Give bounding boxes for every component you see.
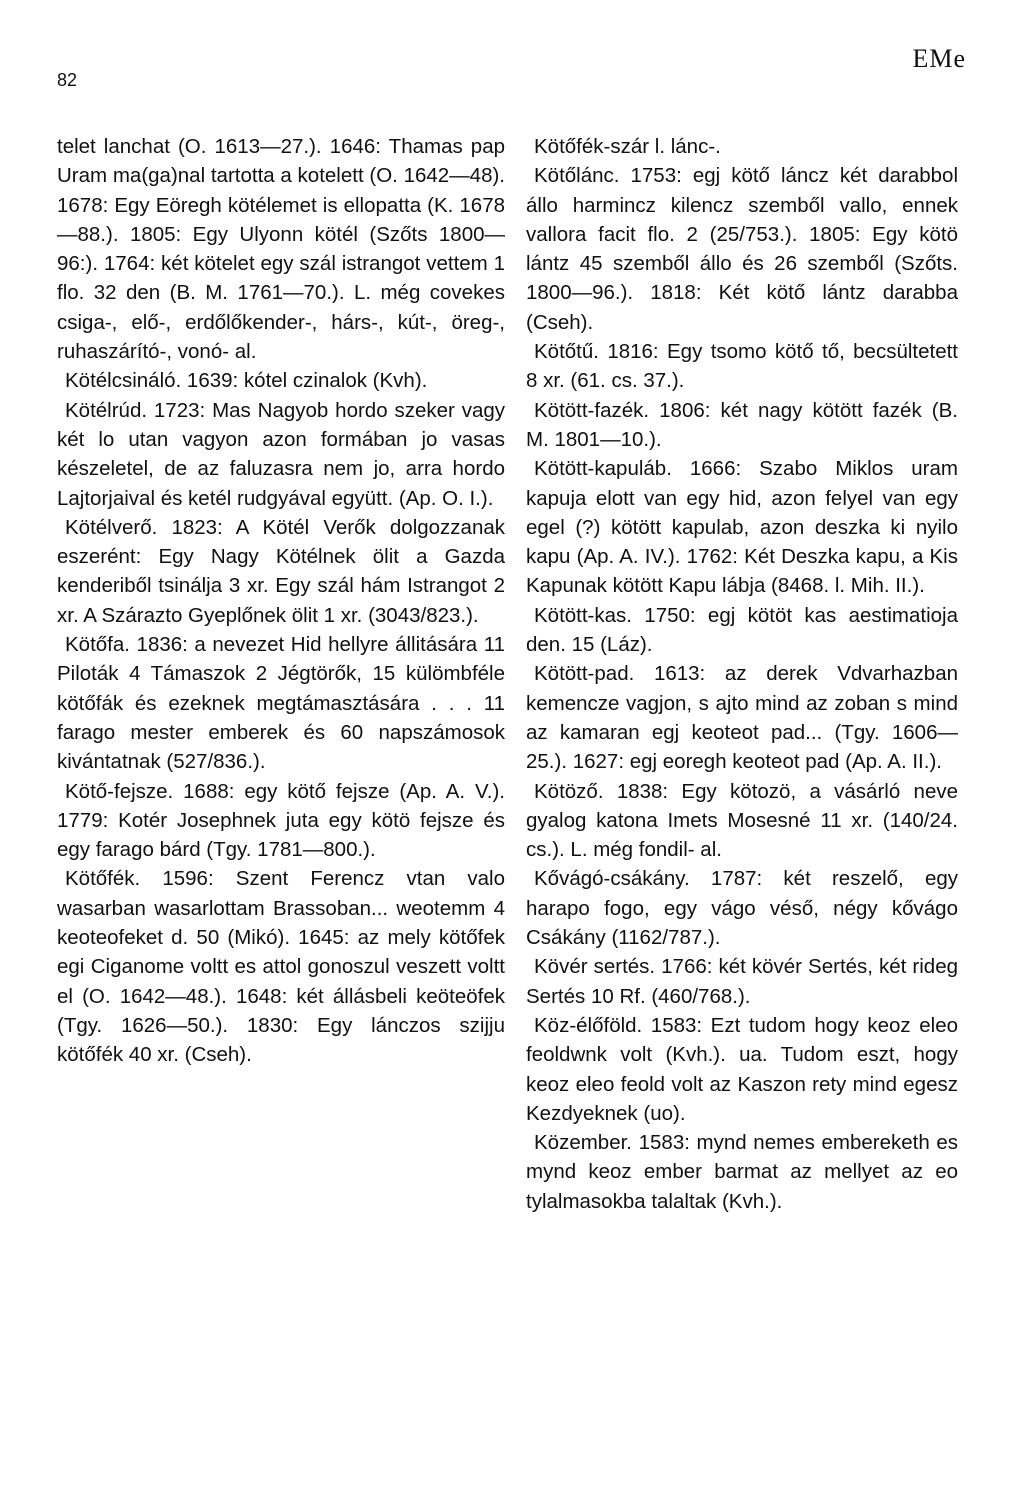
entry-paragraph: Kötött-kas. 1750: egj kötöt kas aestimatioja den. 15 (Láz). <box>526 603 958 657</box>
entry-paragraph: Kövér sertés. 1766: két kövér Sertés, két rideg Sertés 10 Rf. (460/768.). <box>526 955 958 1008</box>
page-number: 82 <box>57 70 78 90</box>
entry-paragraph: Kötőfa. 1836: a nevezet Hid hellyre állitására 11 Piloták 4 Támaszok 2 Jégtörők, 15 külömbféle kötőfák és ezeknek megtámasztására . . . 11 farago mester emberek és 60 napszámosok kivántatnak (527/836.). <box>57 633 505 774</box>
entry-paragraph: Kötött-pad. 1613: az derek Vdvarhazban kemencze vagjon, s ajto mind az zoban s mind az kamaran egj keoteot pad... (Tgy. 1606—25.). 1627: egj eoregh keoteot pad (Ap. A. II.). <box>526 662 958 774</box>
left-column <box>57 132 505 1070</box>
entry-paragraph: Kötőtű. 1816: Egy tsomo kötő tő, becsültetett 8 xr. (61. cs. 37.). <box>526 340 958 393</box>
entry-paragraph: Kötött-kapuláb. 1666: Szabo Miklos uram kapuja elott van egy hid, azon felyel van egy egel (?) kötött kapulab, azon deszka ki nyilo kapu (Ap. A. IV.). 1762: Két Deszka kapu, a Kis Kapunak kötött Kapu lábja (8468. l. Mih. II.). <box>526 457 958 598</box>
entry-paragraph: Kötélcsináló. 1639: kótel czinalok (Kvh). <box>65 369 428 393</box>
entry-paragraph: Kötő-fejsze. 1688: egy kötő fejsze (Ap. A. V.). 1779: Kotér Josephnek juta egy kötö fejsze és egy farago bárd (Tgy. 1781—800.). <box>57 779 505 862</box>
entry-paragraph: Közember. 1583: mynd nemes embereketh es mynd keoz ember barmat az mellyet az eo tylalmasokba talaltak (Kvh.). <box>526 1131 958 1213</box>
running-head: EMe <box>912 44 966 73</box>
entry-paragraph: Kötőlánc. 1753: egj kötő láncz két darabbol állo harmincz kilencz szemből vallo, ennek vallora facit flo. 2 (25/753.). 1805: Egy kötö lántz 45 szemből állo és 26 szemből (Szőts. 1800—96.). 1818: Két kötő lántz darabba (Cseh). <box>526 164 958 334</box>
entry-paragraph: Köz-élőföld. 1583: Ezt tudom hogy keoz eleo feoldwnk volt (Kvh.). ua. Tudom eszt, hogy keoz eleo feold volt az Kaszon rety mind egesz Kezdyeknek (uo). <box>526 1013 958 1125</box>
entry-paragraph: Kővágó-csákány. 1787: két reszelő, egy harapo fogo, egy vágo véső, négy kővágo Csákány (1162/787.). <box>526 867 958 950</box>
entry-paragraph: Kötőfék. 1596: Szent Ferencz vtan valo wasarban wasarlottam Brassoban... weotemm 4 keoteofeket d. 50 (Mikó). 1645: az mely kötőfek egi Ciganome voltt es attol gonoszul veszett voltt el (O. 1642—48.). 1648: két állásbeli keöteöfek (Tgy. 1626—50.). 1830: Egy lánczos szijju kötőfék 40 xr. (Cseh). <box>57 867 505 1067</box>
right-column <box>526 132 958 1216</box>
entry-paragraph: telet lanchat (O. 1613—27.). 1646: Thamas pap Uram ma(ga)nal tartotta a kotelett (O. 1642—48). 1678: Egy Eöregh kötélemet is ellopatta (K. 1678—88.). 1805: Egy Ulyonn kötél (Szőts 1800—96:). 1764: két kötelet egy szál istrangot vettem 1 flo. 32 den (B. M. 1761—70.). L. még covekes csiga-, elő-, erdőlőkender-, hárs-, kút-, öreg-, ruhaszárító-, vonó- al. <box>57 135 505 364</box>
entry-paragraph: Kötőfék-szár l. lánc-. <box>534 135 721 158</box>
entry-paragraph: Kötött-fazék. 1806: két nagy kötött fazék (B. M. 1801—10.). <box>526 398 958 451</box>
entry-paragraph: Kötélrúd. 1723: Mas Nagyob hordo szeker vagy két lo utan vagyon azon formában jo vasas készeletel, de az faluzasra nem jo, arra hordo Lajtorjaival és ketél rudgyával együtt. (Ap. O. I.). <box>57 398 505 510</box>
entry-paragraph: Kötöző. 1838: Egy kötozö, a vásárló neve gyalog katona Imets Mosesné 11 xr. (140/24. cs.). L. még fondil- al. <box>526 779 958 862</box>
entry-paragraph: Kötélverő. 1823: A Kötél Verők dolgozzanak eszerént: Egy Nagy Kötélnek ölit a Gazda kenderiből tsinálja 3 xr. Egy szál hám Istrangot 2 xr. A Szárazto Gyeplőnek ölit 1 xr. (3043/823.). <box>57 515 505 627</box>
